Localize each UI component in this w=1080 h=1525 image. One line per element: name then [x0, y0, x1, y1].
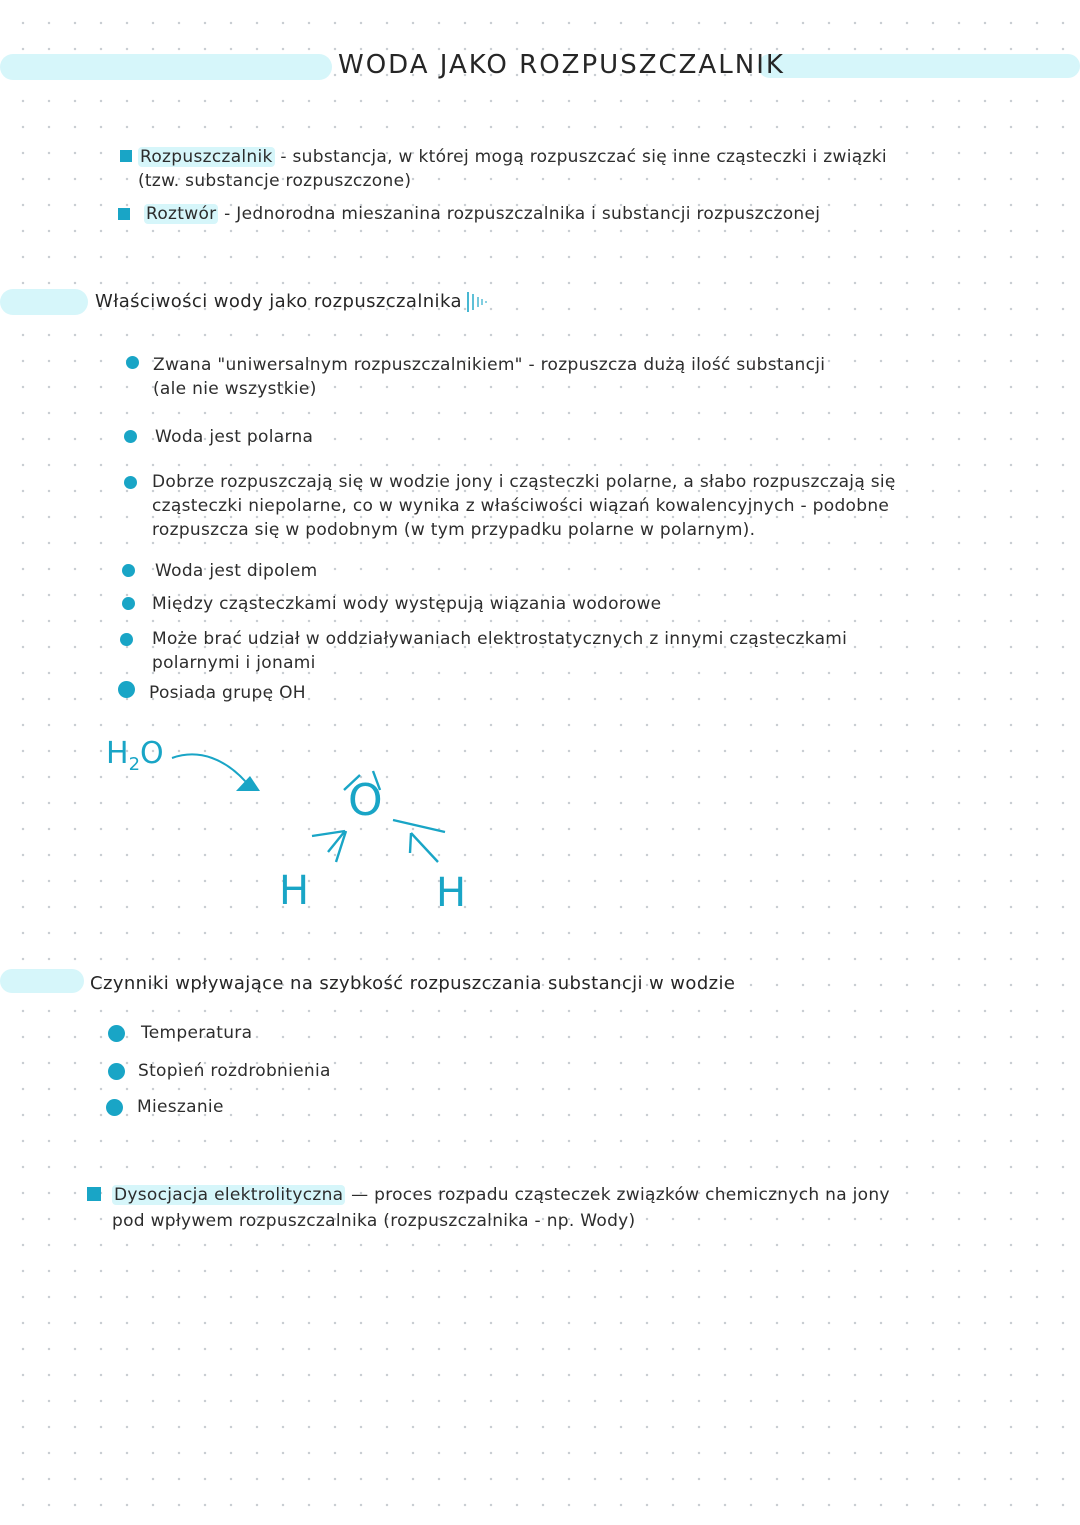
formula-h: H	[106, 736, 129, 771]
oxygen-atom: O	[348, 775, 383, 826]
bullet-dot-icon	[122, 564, 135, 577]
bullet-dot-icon	[106, 1099, 123, 1116]
title-band-left	[0, 54, 332, 80]
factor-item: Mieszanie	[137, 1097, 224, 1117]
factor-item: Stopień rozdrobnienia	[138, 1061, 331, 1081]
formula-subscript: 2	[128, 754, 141, 775]
property-item: Woda jest polarna	[155, 427, 314, 447]
property-item: Woda jest dipolem	[155, 561, 318, 581]
definition-term: Roztwór	[146, 204, 217, 224]
property-item: Między cząsteczkami wody występują wiązania wodorowe	[152, 594, 662, 614]
bullet-dot-icon	[122, 597, 135, 610]
property-item: Dobrze rozpuszczają się w wodzie jony i cząsteczki polarne, a słabo rozpuszczają się	[152, 472, 896, 492]
property-item: Może brać udział w oddziaływaniach elektrostatycznych z innymi cząsteczkami	[152, 629, 848, 649]
properties-heading: Właściwości wody jako rozpuszczalnika	[95, 291, 462, 312]
factors-heading: Czynniki wpływające na szybkość rozpuszczania substancji w wodzie	[90, 973, 736, 994]
definition-text: - Jednorodna mieszanina rozpuszczalnika i substancji rozpuszczonej	[218, 204, 821, 224]
definition-roztwor	[144, 202, 820, 226]
definition-rozpuszczalnik	[138, 145, 887, 169]
bullet-dot-icon	[108, 1063, 125, 1080]
hydrogen-atom-left: H	[279, 868, 310, 914]
definition-bullet-icon	[120, 150, 132, 162]
arrow-icon	[172, 754, 246, 782]
property-item-continued: polarnymi i jonami	[152, 653, 316, 673]
bullet-dot-icon	[118, 681, 135, 698]
definition-text: - substancja, w której mogą rozpuszczać się inne cząsteczki i związki	[274, 147, 887, 167]
definition-text-continued: (tzw. substancje rozpuszczone)	[138, 171, 412, 191]
factor-item: Temperatura	[141, 1023, 253, 1043]
property-item-continued: (ale nie wszystkie)	[153, 379, 317, 399]
property-item-continued: cząsteczki niepolarne, co w wynika z właściwości wiązań kowalencyjnych - podobne	[152, 496, 890, 516]
bullet-dot-icon	[124, 430, 137, 443]
definition-text: — proces rozpadu cząsteczek związków chemicznych na jony	[345, 1185, 890, 1205]
definition-dysocjacja	[112, 1183, 890, 1207]
bullet-dot-icon	[108, 1025, 125, 1042]
property-item-continued: rozpuszcza się w podobnym (w tym przypadku polarne w polarnym).	[152, 520, 756, 540]
property-item: Zwana "uniwersalnym rozpuszczalnikiem" - rozpuszcza dużą ilość substancji	[153, 355, 826, 375]
title-band-right	[758, 54, 1080, 78]
page-title: WODA JAKO ROZPUSZCZALNIK	[338, 50, 785, 80]
arrowhead-icon	[236, 776, 260, 791]
definition-bullet-icon	[118, 208, 130, 220]
hydrogen-atom-right: H	[436, 870, 467, 916]
bullet-dot-icon	[124, 476, 137, 489]
section-band	[0, 289, 88, 315]
formula-o: O	[140, 736, 164, 771]
definition-text-continued: pod wpływem rozpuszczalnika (rozpuszczalnika - np. Wody)	[112, 1211, 636, 1231]
definition-term: Dysocjacja elektrolityczna	[114, 1185, 344, 1205]
definition-bullet-icon	[87, 1187, 101, 1201]
property-item: Posiada grupę OH	[149, 683, 306, 703]
bullet-dot-icon	[126, 356, 139, 369]
definition-term: Rozpuszczalnik	[140, 147, 273, 167]
sound-wave-icon	[465, 290, 495, 314]
section-band	[0, 969, 84, 993]
bullet-dot-icon	[120, 633, 133, 646]
